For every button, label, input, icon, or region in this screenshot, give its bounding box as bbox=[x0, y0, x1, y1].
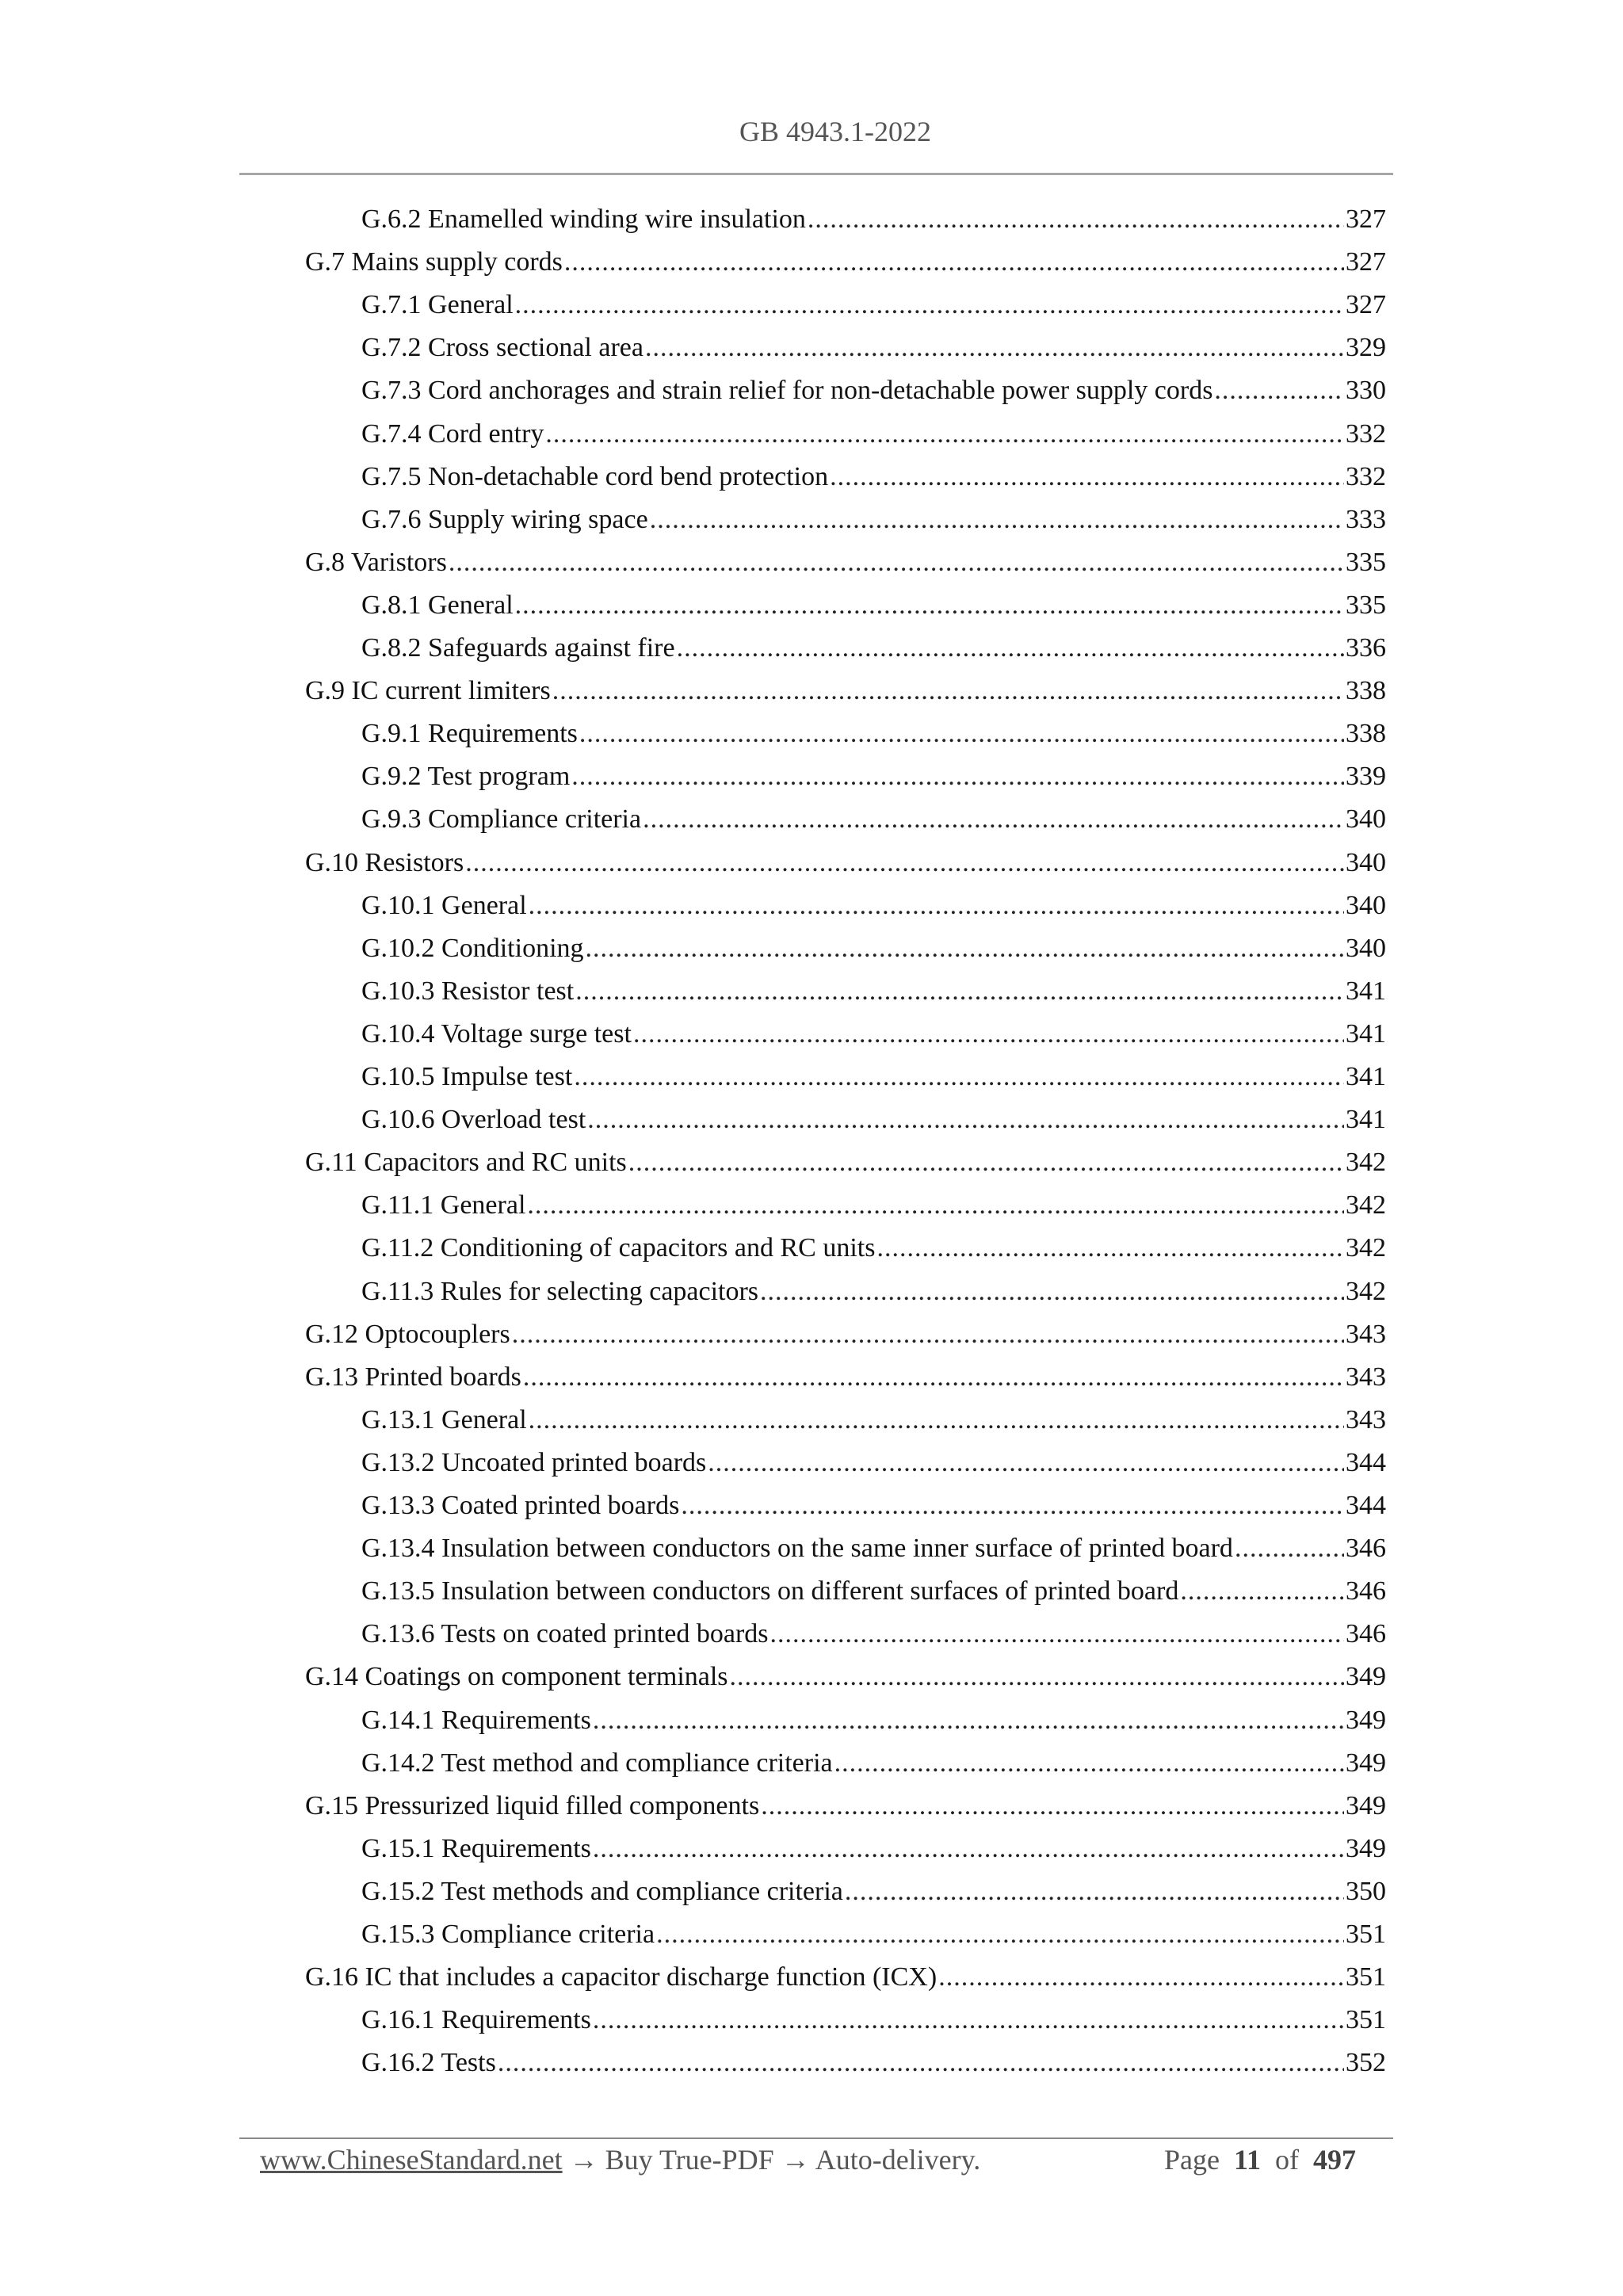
toc-entry-title: G.13.3 Coated printed boards bbox=[361, 1491, 680, 1520]
toc-entry-title: G.6.2 Enamelled winding wire insulation bbox=[361, 204, 806, 234]
toc-entry-page: 349 bbox=[1346, 1833, 1386, 1863]
toc-entry[interactable] bbox=[361, 1272, 1386, 1315]
toc-entry-title: G.8.1 General bbox=[361, 590, 514, 620]
toc-entry-title: G.10.3 Resistor test bbox=[361, 976, 575, 1006]
dot-leader bbox=[643, 800, 1344, 839]
toc-entry-title: G.7.3 Cord anchorages and strain relief for non-detachable power supply cords bbox=[361, 376, 1213, 406]
toc-entry-title: G.11.2 Conditioning of capacitors and RC units bbox=[361, 1233, 876, 1263]
dot-leader bbox=[845, 1872, 1344, 1912]
toc-entry-page: 351 bbox=[1346, 1962, 1386, 1992]
page-number bbox=[1164, 2143, 1356, 2176]
toc-entry[interactable] bbox=[361, 714, 1386, 757]
toc-entry-page: 343 bbox=[1346, 1362, 1386, 1392]
dot-leader bbox=[515, 285, 1344, 325]
dot-leader bbox=[515, 586, 1344, 625]
document-header: GB 4943.1-2022 bbox=[739, 116, 931, 147]
dot-leader bbox=[579, 714, 1344, 754]
dot-leader bbox=[586, 929, 1344, 968]
toc-entry[interactable] bbox=[361, 2000, 1386, 2043]
toc-entry-title: G.13.4 Insulation between conductors on the same inner surface of printed board bbox=[361, 1534, 1233, 1564]
dot-leader bbox=[650, 500, 1344, 540]
toc-entry-page: 349 bbox=[1346, 1662, 1386, 1692]
toc-entry-page: 332 bbox=[1346, 418, 1386, 449]
toc-entry[interactable] bbox=[361, 500, 1386, 543]
page-current: 11 bbox=[1233, 2144, 1261, 2176]
toc-entry-page: 342 bbox=[1346, 1148, 1386, 1178]
footer-divider bbox=[239, 2137, 1393, 2139]
toc-entry-page: 327 bbox=[1346, 247, 1386, 277]
page-total: 497 bbox=[1313, 2144, 1356, 2176]
toc-entry[interactable] bbox=[361, 1228, 1386, 1271]
toc-entry-page: 351 bbox=[1346, 1920, 1386, 1949]
toc-entry-title: G.7.4 Cord entry bbox=[361, 418, 544, 449]
toc-entry-page: 335 bbox=[1346, 590, 1386, 620]
toc-entry-title: G.10.6 Overload test bbox=[361, 1105, 586, 1135]
dot-leader bbox=[465, 843, 1344, 883]
toc-entry-title: G.9.1 Requirements bbox=[361, 719, 578, 749]
dot-leader bbox=[564, 243, 1344, 282]
toc-entry-page: 351 bbox=[1346, 2005, 1386, 2035]
toc-entry-title: G.14 Coatings on component terminals bbox=[305, 1662, 728, 1692]
arrow-icon: → bbox=[781, 2144, 810, 2176]
toc-entry-title: G.9.2 Test program bbox=[361, 762, 571, 792]
toc-entry-title: G.10.4 Voltage surge test bbox=[361, 1018, 632, 1049]
toc-entry-title: G.7.2 Cross sectional area bbox=[361, 333, 643, 363]
toc-entry[interactable] bbox=[361, 1014, 1386, 1057]
toc-entry-title: G.15 Pressurized liquid filled components bbox=[305, 1790, 760, 1820]
dot-leader bbox=[593, 2000, 1344, 2040]
toc-entry-title: G.16.1 Requirements bbox=[361, 2005, 591, 2035]
footer-promo bbox=[260, 2143, 980, 2176]
toc-entry-title: G.13.6 Tests on coated printed boards bbox=[361, 1619, 769, 1649]
toc-entry-page: 341 bbox=[1346, 1018, 1386, 1049]
toc-entry-title: G.14.1 Requirements bbox=[361, 1705, 591, 1735]
toc-entry[interactable] bbox=[361, 586, 1386, 628]
toc-entry-page: 338 bbox=[1346, 676, 1386, 706]
dot-leader bbox=[770, 1614, 1344, 1654]
toc-entry[interactable] bbox=[305, 671, 1386, 714]
toc-entry-page: 327 bbox=[1346, 290, 1386, 320]
dot-leader bbox=[1214, 371, 1344, 411]
dot-leader bbox=[512, 1315, 1344, 1354]
toc-entry-page: 340 bbox=[1346, 847, 1386, 877]
dot-leader bbox=[593, 1701, 1344, 1740]
toc-entry-title: G.10.1 General bbox=[361, 890, 527, 920]
dot-leader bbox=[628, 1143, 1344, 1182]
dot-leader bbox=[449, 543, 1344, 583]
toc-entry-title: G.15.2 Test methods and compliance criteria bbox=[361, 1876, 843, 1906]
toc-entry-title: G.12 Optocouplers bbox=[305, 1319, 510, 1349]
toc-entry-page: 329 bbox=[1346, 333, 1386, 363]
toc-entry-title: G.7.6 Supply wiring space bbox=[361, 504, 648, 534]
toc-entry-title: G.8 Varistors bbox=[305, 547, 447, 577]
toc-entry-page: 335 bbox=[1346, 547, 1386, 577]
toc-entry[interactable] bbox=[361, 2043, 1386, 2086]
toc-entry-page: 327 bbox=[1346, 204, 1386, 234]
dot-leader bbox=[830, 457, 1344, 497]
toc-entry-page: 339 bbox=[1346, 762, 1386, 792]
toc-entry-title: G.7.5 Non-detachable cord bend protection bbox=[361, 461, 829, 491]
dot-leader bbox=[587, 1100, 1344, 1140]
toc-entry-title: G.7.1 General bbox=[361, 290, 514, 320]
dot-leader bbox=[1235, 1529, 1344, 1568]
toc-entry[interactable] bbox=[361, 1400, 1386, 1443]
toc-entry-page: 352 bbox=[1346, 2048, 1386, 2078]
toc-entry[interactable] bbox=[305, 1657, 1386, 1700]
dot-leader bbox=[656, 1915, 1344, 1954]
toc-entry-page: 344 bbox=[1346, 1491, 1386, 1520]
dot-leader bbox=[552, 671, 1344, 711]
toc-entry-title: G.13 Printed boards bbox=[305, 1362, 521, 1392]
toc-entry[interactable] bbox=[361, 929, 1386, 972]
dot-leader bbox=[834, 1744, 1344, 1783]
dot-leader bbox=[938, 1958, 1344, 1997]
toc-entry[interactable] bbox=[361, 285, 1386, 328]
toc-entry-title: G.9 IC current limiters bbox=[305, 676, 551, 706]
buy-text: Buy True-PDF bbox=[605, 2144, 774, 2176]
toc-entry[interactable] bbox=[305, 243, 1386, 285]
toc-entry[interactable] bbox=[361, 757, 1386, 800]
toc-entry-page: 342 bbox=[1346, 1233, 1386, 1263]
toc-entry-title: G.8.2 Safeguards against fire bbox=[361, 633, 675, 663]
toc-entry[interactable] bbox=[361, 1744, 1386, 1786]
toc-entry[interactable] bbox=[361, 1529, 1386, 1572]
toc-entry-page: 342 bbox=[1346, 1276, 1386, 1306]
toc-entry-page: 350 bbox=[1346, 1876, 1386, 1906]
website-link[interactable]: www.ChineseStandard.net bbox=[260, 2144, 563, 2176]
toc-entry[interactable] bbox=[361, 415, 1386, 457]
toc-entry[interactable] bbox=[305, 543, 1386, 586]
page-of: of bbox=[1275, 2144, 1299, 2176]
toc-entry-title: G.16.2 Tests bbox=[361, 2048, 496, 2078]
dot-leader bbox=[575, 972, 1344, 1011]
toc-entry[interactable] bbox=[361, 1572, 1386, 1614]
arrow-icon: → bbox=[569, 2144, 598, 2176]
toc-entry-page: 341 bbox=[1346, 1105, 1386, 1135]
toc-entry-page: 340 bbox=[1346, 890, 1386, 920]
toc-entry[interactable] bbox=[361, 800, 1386, 842]
toc-entry[interactable] bbox=[361, 1829, 1386, 1872]
toc-entry[interactable] bbox=[361, 1186, 1386, 1228]
dot-leader bbox=[545, 415, 1344, 454]
toc-entry-title: G.11.1 General bbox=[361, 1190, 526, 1221]
toc-entry-page: 342 bbox=[1346, 1190, 1386, 1221]
dot-leader bbox=[681, 1486, 1344, 1526]
toc-entry-title: G.13.1 General bbox=[361, 1404, 527, 1435]
toc-entry-title: G.13.5 Insulation between conductors on different surfaces of printed board bbox=[361, 1576, 1179, 1606]
page-label: Page bbox=[1164, 2144, 1220, 2176]
toc-entry-title: G.10 Resistors bbox=[305, 847, 464, 877]
dot-leader bbox=[645, 328, 1344, 368]
toc-entry-title: G.13.2 Uncoated printed boards bbox=[361, 1447, 707, 1477]
toc-entry-title: G.9.3 Compliance criteria bbox=[361, 804, 642, 835]
toc-entry-page: 336 bbox=[1346, 633, 1386, 663]
toc-entry-title: G.15.1 Requirements bbox=[361, 1833, 591, 1863]
toc-entry[interactable] bbox=[361, 1614, 1386, 1657]
dot-leader bbox=[730, 1657, 1344, 1697]
toc-entry[interactable] bbox=[305, 843, 1386, 886]
toc-entry[interactable] bbox=[361, 1057, 1386, 1100]
dot-leader bbox=[677, 628, 1344, 668]
toc-entry[interactable] bbox=[361, 328, 1386, 371]
dot-leader bbox=[529, 886, 1344, 926]
toc-entry[interactable] bbox=[305, 1143, 1386, 1186]
dot-leader bbox=[761, 1786, 1344, 1826]
toc-entry-page: 338 bbox=[1346, 719, 1386, 749]
toc-entry-page: 349 bbox=[1346, 1790, 1386, 1820]
dot-leader bbox=[808, 200, 1344, 239]
toc-entry-page: 333 bbox=[1346, 504, 1386, 534]
toc-entry[interactable] bbox=[361, 1915, 1386, 1958]
toc-entry-page: 330 bbox=[1346, 376, 1386, 406]
header-divider bbox=[239, 173, 1393, 175]
toc-entry-page: 343 bbox=[1346, 1319, 1386, 1349]
toc-entry-page: 332 bbox=[1346, 461, 1386, 491]
dot-leader bbox=[633, 1014, 1344, 1054]
toc-entry[interactable] bbox=[361, 371, 1386, 414]
dot-leader bbox=[527, 1186, 1344, 1225]
toc-entry[interactable] bbox=[361, 628, 1386, 671]
dot-leader bbox=[1180, 1572, 1344, 1611]
toc-entry[interactable] bbox=[361, 200, 1386, 243]
toc-entry[interactable] bbox=[361, 972, 1386, 1014]
toc-entry-page: 341 bbox=[1346, 976, 1386, 1006]
toc-entry-page: 341 bbox=[1346, 1062, 1386, 1091]
toc-entry-title: G.11.3 Rules for selecting capacitors bbox=[361, 1276, 759, 1306]
dot-leader bbox=[523, 1358, 1344, 1397]
toc-entry-page: 340 bbox=[1346, 933, 1386, 963]
toc-entry[interactable] bbox=[361, 1443, 1386, 1486]
toc-entry-page: 349 bbox=[1346, 1705, 1386, 1735]
toc-entry[interactable] bbox=[305, 1786, 1386, 1829]
toc-entry-page: 346 bbox=[1346, 1619, 1386, 1649]
dot-leader bbox=[876, 1228, 1344, 1268]
dot-leader bbox=[708, 1443, 1344, 1483]
delivery-text: Auto-delivery. bbox=[815, 2144, 981, 2176]
toc-entry-title: G.15.3 Compliance criteria bbox=[361, 1920, 655, 1949]
toc-entry[interactable] bbox=[361, 886, 1386, 929]
toc-entry-title: G.7 Mains supply cords bbox=[305, 247, 563, 277]
dot-leader bbox=[760, 1272, 1344, 1312]
toc-entry[interactable] bbox=[361, 1486, 1386, 1529]
toc-entry-page: 344 bbox=[1346, 1447, 1386, 1477]
toc-entry-page: 343 bbox=[1346, 1404, 1386, 1435]
toc-entry-page: 346 bbox=[1346, 1534, 1386, 1564]
toc-entry-title: G.10.5 Impulse test bbox=[361, 1062, 573, 1091]
dot-leader bbox=[574, 1057, 1344, 1097]
toc-entry[interactable] bbox=[305, 1958, 1386, 2000]
toc-entry-page: 349 bbox=[1346, 1748, 1386, 1778]
toc-entry-page: 346 bbox=[1346, 1576, 1386, 1606]
toc-entry[interactable] bbox=[305, 1358, 1386, 1400]
dot-leader bbox=[571, 757, 1344, 797]
toc-entry-page: 340 bbox=[1346, 804, 1386, 835]
toc-entry[interactable] bbox=[305, 1315, 1386, 1358]
toc-entry[interactable] bbox=[361, 1100, 1386, 1143]
toc-entry-title: G.14.2 Test method and compliance criteria bbox=[361, 1748, 833, 1778]
toc-entry[interactable] bbox=[361, 1701, 1386, 1744]
dot-leader bbox=[529, 1400, 1344, 1440]
toc-entry[interactable] bbox=[361, 457, 1386, 500]
dot-leader bbox=[593, 1829, 1344, 1869]
toc-entry-title: G.10.2 Conditioning bbox=[361, 933, 584, 963]
toc-entry-title: G.11 Capacitors and RC units bbox=[305, 1148, 627, 1178]
toc-entry[interactable] bbox=[361, 1872, 1386, 1915]
dot-leader bbox=[498, 2043, 1344, 2083]
toc-entry-title: G.16 IC that includes a capacitor discharge function (ICX) bbox=[305, 1962, 938, 1992]
